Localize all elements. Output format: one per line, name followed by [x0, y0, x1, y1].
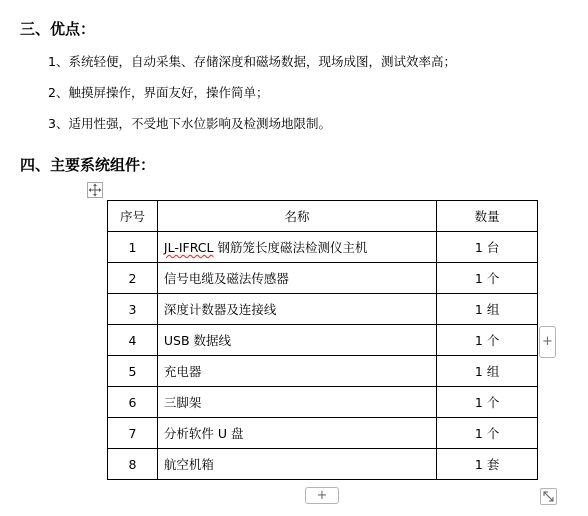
- row-name: 深度计数器及连接线: [157, 294, 436, 325]
- header-qty: 数量: [437, 201, 538, 232]
- row-qty: 1 个: [437, 418, 538, 449]
- row-name: 三脚架: [157, 387, 436, 418]
- row-qty: 1 个: [437, 325, 538, 356]
- components-table: [107, 200, 538, 480]
- move-arrows-icon: [88, 183, 102, 197]
- row-no: 2: [108, 263, 158, 294]
- row-no: 1: [108, 232, 158, 263]
- resize-diagonal-icon: [541, 489, 556, 504]
- table-row: [108, 263, 538, 294]
- row-name-rest: 钢筋笼长度磁法检测仪主机: [213, 240, 368, 255]
- row-name: 充电器: [157, 356, 436, 387]
- add-row-button[interactable]: +: [305, 487, 339, 504]
- row-name: USB 数据线: [157, 325, 436, 356]
- spellcheck-word: JL-IFRCL: [163, 240, 214, 255]
- row-qty: 1 组: [437, 294, 538, 325]
- table-row: [108, 449, 538, 480]
- table-row: [108, 325, 538, 356]
- row-no: 4: [108, 325, 158, 356]
- advantage-item-2: 2、触摸屏操作，界面友好，操作简单；: [48, 85, 269, 100]
- row-no: 7: [108, 418, 158, 449]
- section-3-heading: 三、优点：: [20, 20, 96, 38]
- row-no: 5: [108, 356, 158, 387]
- table-row: [108, 387, 538, 418]
- row-no: 3: [108, 294, 158, 325]
- header-no: 序号: [108, 201, 158, 232]
- advantage-item-1: 1、系统轻便，自动采集、存储深度和磁场数据，现场成图，测试效率高；: [48, 54, 456, 69]
- table-row: [108, 294, 538, 325]
- table-row: [108, 232, 538, 263]
- row-name: 航空机箱: [157, 449, 436, 480]
- row-no: 8: [108, 449, 158, 480]
- row-name: 分析软件 U 盘: [157, 418, 436, 449]
- row-name: [157, 232, 436, 263]
- row-qty: 1 个: [437, 263, 538, 294]
- table-resize-handle[interactable]: [540, 488, 557, 505]
- row-name: 信号电缆及磁法传感器: [157, 263, 436, 294]
- row-qty: 1 台: [437, 232, 538, 263]
- add-column-button[interactable]: +: [539, 326, 556, 358]
- header-name: 名称: [157, 201, 436, 232]
- row-qty: 1 套: [437, 449, 538, 480]
- advantage-item-3: 3、适用性强，不受地下水位影响及检测场地限制。: [48, 116, 331, 131]
- table-row: [108, 356, 538, 387]
- row-no: 6: [108, 387, 158, 418]
- row-qty: 1 组: [437, 356, 538, 387]
- table-move-handle[interactable]: [87, 182, 103, 198]
- row-qty: 1 个: [437, 387, 538, 418]
- section-4-heading: 四、主要系统组件：: [20, 156, 156, 174]
- table-row: [108, 418, 538, 449]
- table-header-row: [108, 201, 538, 232]
